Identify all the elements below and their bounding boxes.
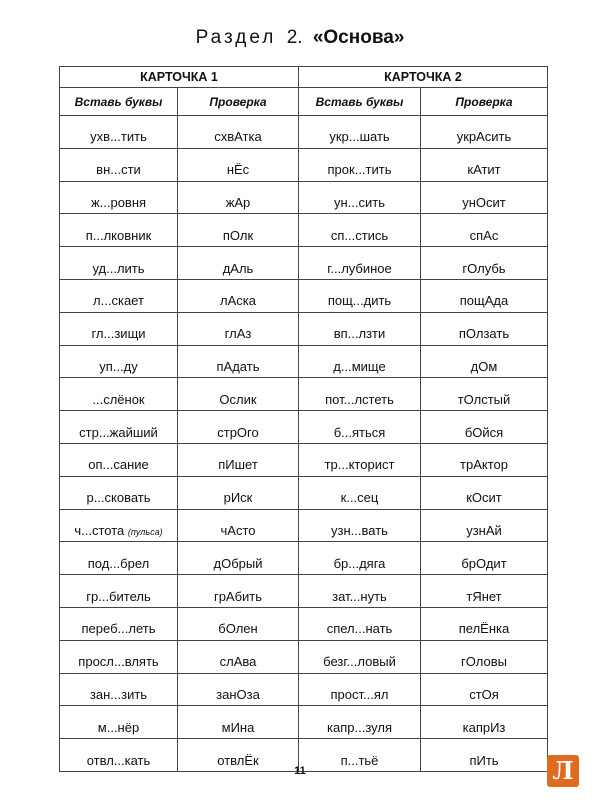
card-1-check-word: грАбить bbox=[213, 588, 263, 604]
card-2-check-word-cell bbox=[421, 181, 548, 214]
card-1-exercise-word: под...брел bbox=[87, 555, 150, 571]
card-2-exercise-word-cell bbox=[299, 476, 421, 509]
table-body bbox=[60, 116, 548, 772]
table-row bbox=[60, 411, 548, 444]
card-1-check-word: бОлен bbox=[218, 621, 258, 637]
card-1-exercise-word: уп...ду bbox=[99, 358, 138, 374]
card-2-check-word-cell bbox=[421, 640, 548, 673]
card-1-check-word-cell bbox=[178, 279, 299, 312]
table-row bbox=[60, 673, 548, 706]
page-title bbox=[0, 27, 600, 49]
card-1-exercise-word-cell bbox=[60, 509, 178, 542]
card-1-check-word: мИна bbox=[221, 719, 255, 735]
card-1-exercise-word-cell bbox=[60, 247, 178, 280]
card-2-check-word-cell bbox=[421, 607, 548, 640]
card-2-check-word: спАс bbox=[469, 227, 499, 243]
card-2-exercise-word: укр...шать bbox=[329, 129, 390, 145]
table-row bbox=[60, 312, 548, 345]
card-1-exercise-word-cell bbox=[60, 542, 178, 575]
card-1-exercise-word: ж...ровня bbox=[90, 194, 147, 210]
card-1-exercise-word: стр...жайший bbox=[79, 424, 158, 440]
exercise-table bbox=[59, 66, 548, 772]
table-row bbox=[60, 247, 548, 280]
card-1-check-word: пАдать bbox=[216, 358, 260, 374]
card-1-exercise-word: вн...сти bbox=[96, 162, 141, 178]
card-2-check-word: гОловы bbox=[461, 654, 507, 670]
card-1-check-word-cell bbox=[178, 509, 299, 542]
card-1-check-word: чАсто bbox=[220, 522, 256, 538]
card-2-exercise-word-cell bbox=[299, 378, 421, 411]
card-1-exercise-word-cell bbox=[60, 476, 178, 509]
card-1-check-word-cell bbox=[178, 247, 299, 280]
card-1-check-word: рИск bbox=[223, 490, 253, 506]
card-2-check-word-cell bbox=[421, 476, 548, 509]
card-2-exercise-word-cell bbox=[299, 607, 421, 640]
card-2-exercise-word-cell bbox=[299, 312, 421, 345]
card-2-exercise-word: ун...сить bbox=[333, 194, 385, 210]
card-1-exercise-word-cell bbox=[60, 706, 178, 739]
table-row bbox=[60, 509, 548, 542]
card-1-exercise-word-cell bbox=[60, 279, 178, 312]
card-2-exercise-word-cell bbox=[299, 411, 421, 444]
table-row bbox=[60, 640, 548, 673]
card-1-exercise-word: гл...зищи bbox=[91, 326, 146, 342]
card-2-check-word: кАтит bbox=[467, 162, 501, 178]
card-2-exercise-word-cell bbox=[299, 640, 421, 673]
card-1-check-word: отвлЁк bbox=[217, 752, 259, 768]
card-2-exercise-word: б...яться bbox=[333, 424, 386, 440]
card-2-exercise-word: тр...кторист bbox=[324, 457, 395, 473]
card-1-exercise-word: просл...влять bbox=[78, 654, 159, 670]
card-2-check-word-cell bbox=[421, 279, 548, 312]
card-2-exercise-word: прок...тить bbox=[327, 162, 392, 178]
card-2-check-word: брОдит bbox=[461, 555, 507, 571]
card-1-check-word: лАска bbox=[220, 293, 256, 309]
table-row bbox=[60, 443, 548, 476]
card-2-check-word-cell bbox=[421, 148, 548, 181]
card-1-check-word-cell bbox=[178, 575, 299, 608]
card-1-exercise-word: переб...леть bbox=[81, 621, 156, 637]
card-1-check-word-cell bbox=[178, 706, 299, 739]
card-2-exercise-word-cell bbox=[299, 542, 421, 575]
table-row bbox=[60, 607, 548, 640]
card-1-check-word-cell bbox=[178, 640, 299, 673]
card-2-check-word-cell bbox=[421, 443, 548, 476]
card-2-check-header: Проверка bbox=[421, 88, 548, 116]
table-row bbox=[60, 378, 548, 411]
card-2-exercise-word: п...тьё bbox=[340, 752, 379, 768]
card-2-exercise-word: безг...ловый bbox=[323, 654, 396, 670]
card-2-exercise-word-cell bbox=[299, 116, 421, 149]
card-1-exercise-word-cell bbox=[60, 607, 178, 640]
card-2-check-word: пелЁнка bbox=[458, 621, 510, 637]
section-number: 2. bbox=[286, 27, 303, 48]
card-2-insert-header: Вставь буквы bbox=[299, 88, 421, 116]
card-2-exercise-word-cell bbox=[299, 443, 421, 476]
card-2-check-word: стОя bbox=[469, 686, 499, 702]
table-row bbox=[60, 542, 548, 575]
card-2-check-word-cell bbox=[421, 411, 548, 444]
card-1-check-word-cell bbox=[178, 116, 299, 149]
table-row bbox=[60, 148, 548, 181]
card-1-exercise-word-cell bbox=[60, 116, 178, 149]
card-2-exercise-word: спел...нать bbox=[326, 621, 393, 637]
card-1-check-word-cell bbox=[178, 443, 299, 476]
card-1-check-word: схвАтка bbox=[214, 129, 262, 145]
card-2-exercise-word-cell bbox=[299, 247, 421, 280]
card-1-check-word-cell bbox=[178, 411, 299, 444]
card-2-exercise-word-cell bbox=[299, 181, 421, 214]
card-1-check-word: слАва bbox=[219, 654, 257, 670]
card-1-insert-header: Вставь буквы bbox=[60, 88, 178, 116]
card-2-exercise-word-cell bbox=[299, 279, 421, 312]
card-2-exercise-word: д...мище bbox=[333, 358, 386, 374]
table-row bbox=[60, 116, 548, 149]
card-2-check-word-cell bbox=[421, 706, 548, 739]
card-2-exercise-word: к...сец bbox=[340, 490, 379, 506]
card-1-exercise-word-cell bbox=[60, 214, 178, 247]
card-2-exercise-word: зат...нуть bbox=[332, 588, 387, 604]
table-row bbox=[60, 345, 548, 378]
card-2-check-word: тЯнет bbox=[466, 588, 502, 604]
table-row bbox=[60, 181, 548, 214]
card-2-check-word: трАктор bbox=[460, 457, 508, 473]
card-1-check-word: нЁс bbox=[226, 162, 250, 178]
card-1-check-word: занОза bbox=[216, 686, 260, 702]
card-1-exercise-word: ...слёнок bbox=[92, 391, 145, 407]
card-1-check-header: Проверка bbox=[178, 88, 299, 116]
card-2-check-word: унОсит bbox=[462, 194, 506, 210]
card-1-exercise-word: оп...сание bbox=[88, 457, 149, 473]
card-1-check-word-cell bbox=[178, 181, 299, 214]
card-2-check-word: пощАда bbox=[459, 293, 509, 309]
card-1-exercise-word: гр...битель bbox=[86, 588, 151, 604]
card-1-check-word: дАль bbox=[222, 260, 254, 276]
card-2-exercise-word: пот...лстеть bbox=[325, 391, 394, 407]
card-1-check-word: глАз bbox=[224, 326, 252, 342]
card-2-exercise-word-cell bbox=[299, 509, 421, 542]
card-2-check-word-cell bbox=[421, 378, 548, 411]
card-1-check-word: жАр bbox=[225, 194, 251, 210]
card-2-exercise-word-cell bbox=[299, 673, 421, 706]
card-1-exercise-word: м...нёр bbox=[97, 719, 140, 735]
card-2-check-word-cell bbox=[421, 312, 548, 345]
card-1-check-word: пИшет bbox=[218, 457, 258, 473]
card-1-exercise-word-cell bbox=[60, 312, 178, 345]
card-2-exercise-word: бр...дяга bbox=[333, 555, 386, 571]
card-2-exercise-word-cell bbox=[299, 345, 421, 378]
card-2-check-word: пИть bbox=[469, 752, 499, 768]
card-2-exercise-word: г...лубиное bbox=[327, 260, 392, 276]
card-1-check-word-cell bbox=[178, 312, 299, 345]
card-1-exercise-word: зан...зить bbox=[89, 686, 148, 702]
card-1-check-word-cell bbox=[178, 345, 299, 378]
card-2-check-word: тОлстый bbox=[457, 391, 511, 407]
card-1-title: КАРТОЧКА 1 bbox=[60, 67, 299, 88]
table-row bbox=[60, 279, 548, 312]
card-1-exercise-word: ч...стота bbox=[74, 522, 125, 538]
card-2-exercise-word: капр...зуля bbox=[327, 719, 392, 735]
card-2-title: КАРТОЧКА 2 bbox=[299, 67, 548, 88]
card-1-exercise-word-cell bbox=[60, 575, 178, 608]
section-label: Раздел bbox=[195, 27, 277, 48]
card-2-check-word-cell bbox=[421, 542, 548, 575]
card-1-exercise-word: отвл...кать bbox=[86, 752, 151, 768]
card-2-exercise-word-cell bbox=[299, 575, 421, 608]
card-1-exercise-word-cell bbox=[60, 148, 178, 181]
card-1-word-note: (пульса) bbox=[127, 526, 163, 537]
table-row bbox=[60, 476, 548, 509]
card-2-check-word: гОлубь bbox=[462, 260, 506, 276]
card-2-check-word-cell bbox=[421, 673, 548, 706]
card-2-check-word-cell bbox=[421, 575, 548, 608]
card-2-exercise-word: пощ...дить bbox=[327, 293, 392, 309]
card-1-exercise-word-cell bbox=[60, 181, 178, 214]
section-name: «Основа» bbox=[312, 27, 405, 48]
table-row bbox=[60, 214, 548, 247]
table-row bbox=[60, 706, 548, 739]
card-2-check-word-cell bbox=[421, 345, 548, 378]
card-2-exercise-word-cell bbox=[299, 214, 421, 247]
card-2-exercise-word-cell bbox=[299, 706, 421, 739]
page-number: 11 bbox=[294, 765, 306, 777]
card-2-check-word: пОлзать bbox=[458, 326, 510, 342]
card-1-check-word-cell bbox=[178, 148, 299, 181]
card-1-exercise-word: л...скает bbox=[93, 293, 144, 309]
card-1-check-word-cell bbox=[178, 607, 299, 640]
card-1-check-word-cell bbox=[178, 378, 299, 411]
card-1-exercise-word-cell bbox=[60, 345, 178, 378]
card-2-exercise-word-cell bbox=[299, 148, 421, 181]
card-2-check-word: кОсит bbox=[466, 490, 502, 506]
card-2-check-word-cell bbox=[421, 247, 548, 280]
card-1-check-word-cell bbox=[178, 542, 299, 575]
card-1-check-word-cell bbox=[178, 673, 299, 706]
card-2-exercise-word: узн...вать bbox=[331, 522, 388, 538]
card-1-exercise-word: уд...лить bbox=[92, 260, 145, 276]
card-2-check-word-cell bbox=[421, 509, 548, 542]
card-2-check-word: капрИз bbox=[462, 719, 506, 735]
card-1-check-word-cell bbox=[178, 476, 299, 509]
card-2-check-word-cell bbox=[421, 116, 548, 149]
card-1-exercise-word-cell bbox=[60, 411, 178, 444]
card-1-check-word: Ослик bbox=[219, 391, 257, 407]
card-1-exercise-word-cell bbox=[60, 640, 178, 673]
card-1-exercise-word-cell bbox=[60, 443, 178, 476]
card-1-check-word: пОлк bbox=[222, 227, 254, 243]
card-2-check-word: бОйся bbox=[464, 424, 504, 440]
card-1-check-word-cell bbox=[178, 214, 299, 247]
card-2-exercise-word: прост...ял bbox=[330, 686, 389, 702]
publisher-logo: Л bbox=[547, 755, 579, 787]
card-2-exercise-word: вп...лзти bbox=[333, 326, 386, 342]
card-2-exercise-word: сп...стись bbox=[330, 227, 389, 243]
card-2-check-word: узнАй bbox=[466, 522, 502, 538]
card-1-check-word: дОбрый bbox=[213, 555, 263, 571]
card-2-check-word: укрАсить bbox=[456, 129, 512, 145]
card-1-exercise-word-cell bbox=[60, 378, 178, 411]
card-2-check-word-cell bbox=[421, 214, 548, 247]
card-1-exercise-word: ухв...тить bbox=[90, 129, 147, 145]
card-1-check-word: стрОго bbox=[217, 424, 259, 440]
card-1-exercise-word-cell bbox=[60, 673, 178, 706]
card-1-exercise-word: п...лковник bbox=[85, 227, 152, 243]
card-2-check-word: дОм bbox=[470, 358, 498, 374]
card-1-exercise-word: р...сковать bbox=[86, 490, 151, 506]
table-row bbox=[60, 575, 548, 608]
